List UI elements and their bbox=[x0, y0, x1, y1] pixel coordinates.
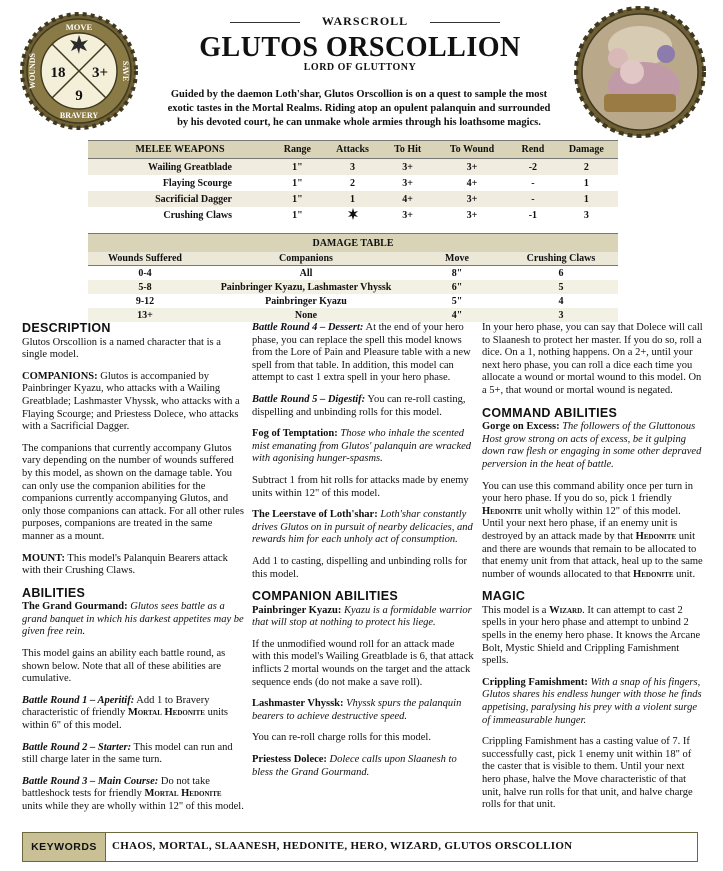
damage-table-caption: DAMAGE TABLE bbox=[88, 234, 618, 253]
ability-flavor: Vhyssk spurs the palanquin bearers to achieve destructive speed. bbox=[252, 698, 462, 722]
table-cell: Painbringer Kyazu bbox=[265, 295, 347, 307]
save-value: 3+ bbox=[91, 65, 109, 81]
table-row bbox=[88, 191, 618, 207]
table-cell: 4+ bbox=[466, 177, 478, 189]
battle-round-4 bbox=[252, 322, 474, 385]
weapons-col-header: Range bbox=[272, 141, 323, 159]
title-rule-right bbox=[430, 22, 500, 23]
battle-round-2 bbox=[22, 742, 244, 767]
ability-text: This model can run and still charge later in the same turn. bbox=[22, 741, 233, 766]
table-cell: 4 bbox=[558, 295, 564, 307]
table-cell: 8" bbox=[451, 267, 463, 279]
title-rule-left bbox=[230, 22, 300, 23]
lashmaster-vhyssk-text: You can re-roll charge rolls for this model. bbox=[252, 732, 431, 744]
table-row bbox=[88, 207, 618, 224]
wounds-label: WOUNDS bbox=[28, 52, 37, 90]
table-cell: 1 bbox=[555, 191, 618, 207]
ability-title: Battle Round 5 – Digestif: bbox=[252, 393, 366, 405]
table-row bbox=[88, 175, 618, 191]
page-subtitle: LORD OF GLUTTONY bbox=[303, 62, 417, 73]
keywords-label: KEYWORDS bbox=[22, 832, 106, 862]
leerstave-text: Add 1 to casting, dispelling and unbinding rolls for this model. bbox=[252, 555, 467, 580]
lashmaster-vhyssk bbox=[252, 698, 474, 723]
table-cell: 1" bbox=[272, 159, 323, 176]
crippling-famishment-text: Crippling Famishment has a casting value of 7. If successfully cast, pick 1 enemy unit within 18" of the caster that is visible to them. Until your next hero phase, halve the Move characteristic of that unit, halve run rolls for that unit, and halve charge rolls for that unit. bbox=[482, 736, 693, 811]
weapons-col-header: To Wound bbox=[433, 141, 511, 159]
save-label: SAVE bbox=[121, 60, 130, 82]
ability-flavor: Kyazu is a formidable warrior that will stop at nothing to protect his liege. bbox=[252, 604, 472, 629]
ability-flavor: The followers of the Gluttonous Host grow strong on acts of excess, be it gulping down raw flesh or engaging in some other depraved perversion in the heat of battle. bbox=[482, 421, 702, 470]
ability-title: MOUNT: bbox=[22, 552, 65, 564]
weapons-col-header: Attacks bbox=[323, 141, 383, 159]
weapons-header-row bbox=[88, 141, 618, 159]
ability-title: Battle Round 3 – Main Course: bbox=[22, 775, 159, 787]
move-label: MOVE bbox=[65, 22, 93, 32]
ability-text: Do not take battleshock tests for friendly bbox=[22, 775, 210, 800]
table-row bbox=[88, 280, 618, 294]
description-text: Glutos Orscollion is a named character that is a single model. bbox=[22, 336, 221, 361]
table-cell: 1" bbox=[292, 210, 303, 221]
ability-title: Fog of Temptation: bbox=[252, 428, 338, 440]
weapons-col-header: Damage bbox=[555, 141, 618, 159]
grand-gourmand-text: This model gains an ability each battle round, as shown below. Note that all of these abilities are cumulative. bbox=[22, 648, 226, 685]
ability-flavor: Those who inhale the scented mist emanating from Glutos' palanquin are wracked with agonising hunger-spasms. bbox=[252, 428, 472, 465]
table-cell: 6 bbox=[558, 267, 564, 279]
painbringer-kyazu bbox=[252, 605, 474, 630]
priestess-dolece bbox=[252, 754, 474, 779]
gorge-on-excess-text bbox=[482, 481, 704, 582]
ability-flavor: Loth'shar constantly drives Glutos on in pursuit of nearby delicacies, and rewards him for each unholy act of consumption. bbox=[252, 509, 473, 546]
ability-text: Glutos is accompanied by Painbringer Kyazu, who attacks with a Wailing Greatblade; Lashmaster Vhyssk, who attacks with a Flaying Scourge; and Priestess Dolece, who attacks with a Sacrificial Dagger. bbox=[22, 370, 240, 433]
table-cell: 1" bbox=[272, 191, 323, 207]
table-cell: Painbringer Kyazu, Lashmaster Vhyssk bbox=[202, 280, 410, 294]
table-cell: 3+ bbox=[433, 159, 511, 176]
section-heading-description: DESCRIPTION bbox=[22, 321, 111, 335]
ability-text: unit. bbox=[673, 568, 696, 580]
keyword-inline: Mortal Hedonite bbox=[144, 788, 222, 800]
table-cell: 3 bbox=[583, 210, 589, 221]
column-right bbox=[482, 322, 704, 821]
damage-table bbox=[88, 233, 618, 322]
table-cell: 1" bbox=[292, 177, 303, 189]
damage-col-header: Crushing Claws bbox=[504, 252, 618, 266]
ability-text: Add 1 to Bravery characteristic of friendly bbox=[22, 694, 210, 719]
column-middle bbox=[252, 322, 474, 788]
table-row bbox=[88, 308, 618, 322]
damage-col-header: Wounds Suffered bbox=[88, 252, 202, 266]
table-cell: -2 bbox=[511, 159, 554, 176]
companions-paragraph bbox=[22, 371, 244, 434]
ability-text: . It can attempt to cast 2 spells in your hero phase and attempt to unbind 2 spells in the enemy hero phase. It knows the Arcane Bolt, Mystic Shield and Crippling Famishment spells. bbox=[482, 604, 701, 667]
character-portrait bbox=[574, 6, 706, 138]
table-cell: 1 bbox=[323, 191, 383, 207]
table-cell: All bbox=[299, 267, 313, 279]
ability-title: The Grand Gourmand: bbox=[22, 601, 128, 613]
ability-title: Painbringer Kyazu: bbox=[252, 604, 342, 616]
table-cell: 6" bbox=[410, 280, 504, 294]
warscroll-label: WARSCROLL bbox=[321, 14, 409, 28]
table-row bbox=[88, 159, 618, 176]
crippling-famishment bbox=[482, 677, 704, 727]
painbringer-kyazu-text: If the unmodified wound roll for an attack made with this model's Wailing Greatblade is 6, that attack inflicts 2 mortal wounds on the target and the attack sequence ends (do not make a save roll). bbox=[252, 638, 474, 688]
column-left bbox=[22, 322, 244, 823]
magic-text bbox=[482, 605, 704, 668]
weapon-name: Sacrificial Dagger bbox=[88, 191, 272, 207]
ability-flavor: With a snap of his fingers, Glutos shares his endless hunger with those he finds appetising, paralysing his prey with a violent surge of immeasurable hunger. bbox=[482, 676, 702, 726]
flavor-text: Guided by the daemon Loth'shar, Glutos Orscollion is on a quest to sample the most exotic tastes in the Mortal Realms. Riding atop an opulent palanquin and surrounded by his devoted court, he can unmake whole armies through his loathsome magics. bbox=[167, 89, 551, 128]
table-cell: 1 bbox=[583, 177, 589, 189]
table-row bbox=[88, 266, 618, 281]
weapon-name: Crushing Claws bbox=[163, 210, 232, 221]
ability-flavor: Dolece calls upon Slaanesh to bless the Grand Gourmand. bbox=[252, 754, 457, 778]
ability-title: Lashmaster Vhyssk: bbox=[252, 698, 344, 710]
table-cell: 3+ bbox=[402, 210, 413, 221]
damage-col-header: Move bbox=[410, 252, 504, 266]
battle-round-1 bbox=[22, 695, 244, 733]
weapons-col-header: Rend bbox=[511, 141, 554, 159]
ability-text: This model's Palanquin Bearers attack with their Crushing Claws. bbox=[22, 552, 228, 577]
ability-title: Battle Round 1 – Aperitif: bbox=[22, 694, 135, 706]
battle-round-3 bbox=[22, 776, 244, 814]
table-cell: 4+ bbox=[382, 191, 433, 207]
table-cell: 3+ bbox=[402, 177, 413, 189]
table-cell: 5" bbox=[451, 295, 463, 307]
page-title: GLUTOS ORSCOLLION bbox=[199, 32, 521, 63]
table-cell: 3 bbox=[323, 159, 383, 176]
table-cell: 3+ bbox=[466, 210, 478, 221]
table-cell: 3+ bbox=[433, 191, 511, 207]
weapons-col-header: To Hit bbox=[382, 141, 433, 159]
ability-text: You can use this command ability once per turn in your hero phase. If you do so, pick 1 friendly bbox=[482, 480, 693, 505]
table-cell: 9-12 bbox=[135, 295, 155, 307]
keyword-inline: Hedonite bbox=[482, 505, 523, 517]
table-cell: None bbox=[202, 308, 410, 322]
table-cell: 5 bbox=[504, 280, 618, 294]
keyword-inline: Mortal Hedonite bbox=[127, 707, 205, 719]
section-heading-abilities: ABILITIES bbox=[22, 585, 86, 600]
weapon-name: Wailing Greatblade bbox=[88, 159, 272, 176]
ability-title: Priestess Dolece: bbox=[252, 754, 327, 766]
mount-paragraph bbox=[22, 553, 244, 578]
ability-title: Gorge on Excess: bbox=[482, 421, 560, 433]
weapon-name: Flaying Scourge bbox=[162, 177, 232, 189]
damage-col-header: Companions bbox=[202, 252, 410, 266]
ability-flavor: Glutos sees battle as a grand banquet in which his darkest appetites may be given free rein. bbox=[22, 601, 244, 638]
keyword-inline: Wizard bbox=[549, 604, 583, 616]
stat-wheel bbox=[20, 12, 138, 130]
damage-header-row bbox=[88, 252, 618, 266]
ability-text: This model is a bbox=[482, 604, 550, 616]
ability-text: At the end of your hero phase, you can replace the spell this model knows from the Lore of Pain and Pleasure table with a new spell from that table. In addition, this model can attempt to cast 1 extra spell in your hero phase. bbox=[252, 322, 471, 384]
ability-title: Battle Round 2 – Starter: bbox=[22, 741, 132, 753]
ability-text: units within 6" of this model. bbox=[22, 707, 228, 732]
companions-paragraph-2: The companions that currently accompany Glutos vary depending on the number of wounds suffered by this model, as shown on the damage table. You can only use the companion abilities for the companions currently accompanying Glutos, and only those companions can attack. For all other rules purposes, companions are treated in the same manner as a mount. bbox=[22, 442, 244, 542]
table-cell: -1 bbox=[528, 210, 538, 221]
ability-title: The Leerstave of Loth'shar: bbox=[252, 509, 378, 521]
ability-title: Battle Round 4 – Dessert: bbox=[252, 322, 364, 333]
table-cell: 3 bbox=[504, 308, 618, 322]
table-cell: 4" bbox=[410, 308, 504, 322]
section-heading-magic: MAGIC bbox=[482, 589, 526, 604]
keyword-inline: Hedonite bbox=[635, 530, 677, 542]
ability-title: Crippling Famishment: bbox=[482, 676, 588, 688]
weapons-col-header: MELEE WEAPONS bbox=[88, 141, 272, 159]
priestess-dolece-text: In your hero phase, you can say that Dolece will call to Slaanesh to protect her master. If you do so, roll a dice. On a 1, nothing happens. On a 2+, until your next hero phase, you can roll a dice each time you allocate a wound or mortal wound to this model. On a 5+, that wound or mortal wound is negated. bbox=[482, 322, 703, 396]
ability-text: unit wholly within 12" of this model. Until your next hero phase, if an enemy unit is destroyed by an attack made by that bbox=[482, 505, 681, 542]
gorge-on-excess bbox=[482, 421, 704, 471]
ability-text: units while they are wholly within 12" of this model. bbox=[22, 801, 244, 812]
table-cell: 3+ bbox=[382, 159, 433, 176]
wounds-value: 18 bbox=[50, 65, 66, 81]
table-cell: 13+ bbox=[88, 308, 202, 322]
section-heading-command-abilities: COMMAND ABILITIES bbox=[482, 405, 618, 420]
leerstave bbox=[252, 509, 474, 547]
melee-weapons-table bbox=[88, 140, 618, 224]
table-cell bbox=[323, 207, 383, 224]
keywords-values: CHAOS, MORTAL, SLAANESH, HEDONITE, HERO, WIZARD, GLUTOS ORSCOLLION bbox=[112, 840, 573, 852]
ability-title: COMPANIONS: bbox=[22, 370, 98, 382]
table-cell: 2 bbox=[350, 177, 356, 189]
battle-round-5 bbox=[252, 394, 474, 419]
fog-of-temptation-text: Subtract 1 from hit rolls for attacks made by enemy units within 12" of this model. bbox=[252, 474, 469, 499]
table-cell: 5-8 bbox=[88, 280, 202, 294]
star-icon bbox=[347, 208, 359, 220]
table-cell: 2 bbox=[555, 159, 618, 176]
bravery-label: BRAVERY bbox=[59, 111, 99, 120]
table-row bbox=[88, 294, 618, 308]
table-cell: - bbox=[511, 191, 554, 207]
table-cell: 0-4 bbox=[138, 267, 152, 279]
bravery-value: 9 bbox=[75, 88, 83, 104]
ability-text: unit and there are wounds that remain to be allocated to that enemy unit from that attack, heal up to the same number of wounds allocated to that bbox=[482, 530, 703, 580]
table-cell: - bbox=[531, 177, 535, 189]
ability-text: You can re-roll casting, dispelling and unbinding rolls for this model. bbox=[252, 393, 466, 418]
keyword-inline: Hedonite bbox=[633, 568, 674, 580]
grand-gourmand-paragraph bbox=[22, 601, 244, 639]
section-heading-companion-abilities: COMPANION ABILITIES bbox=[252, 589, 398, 604]
fog-of-temptation bbox=[252, 428, 474, 466]
